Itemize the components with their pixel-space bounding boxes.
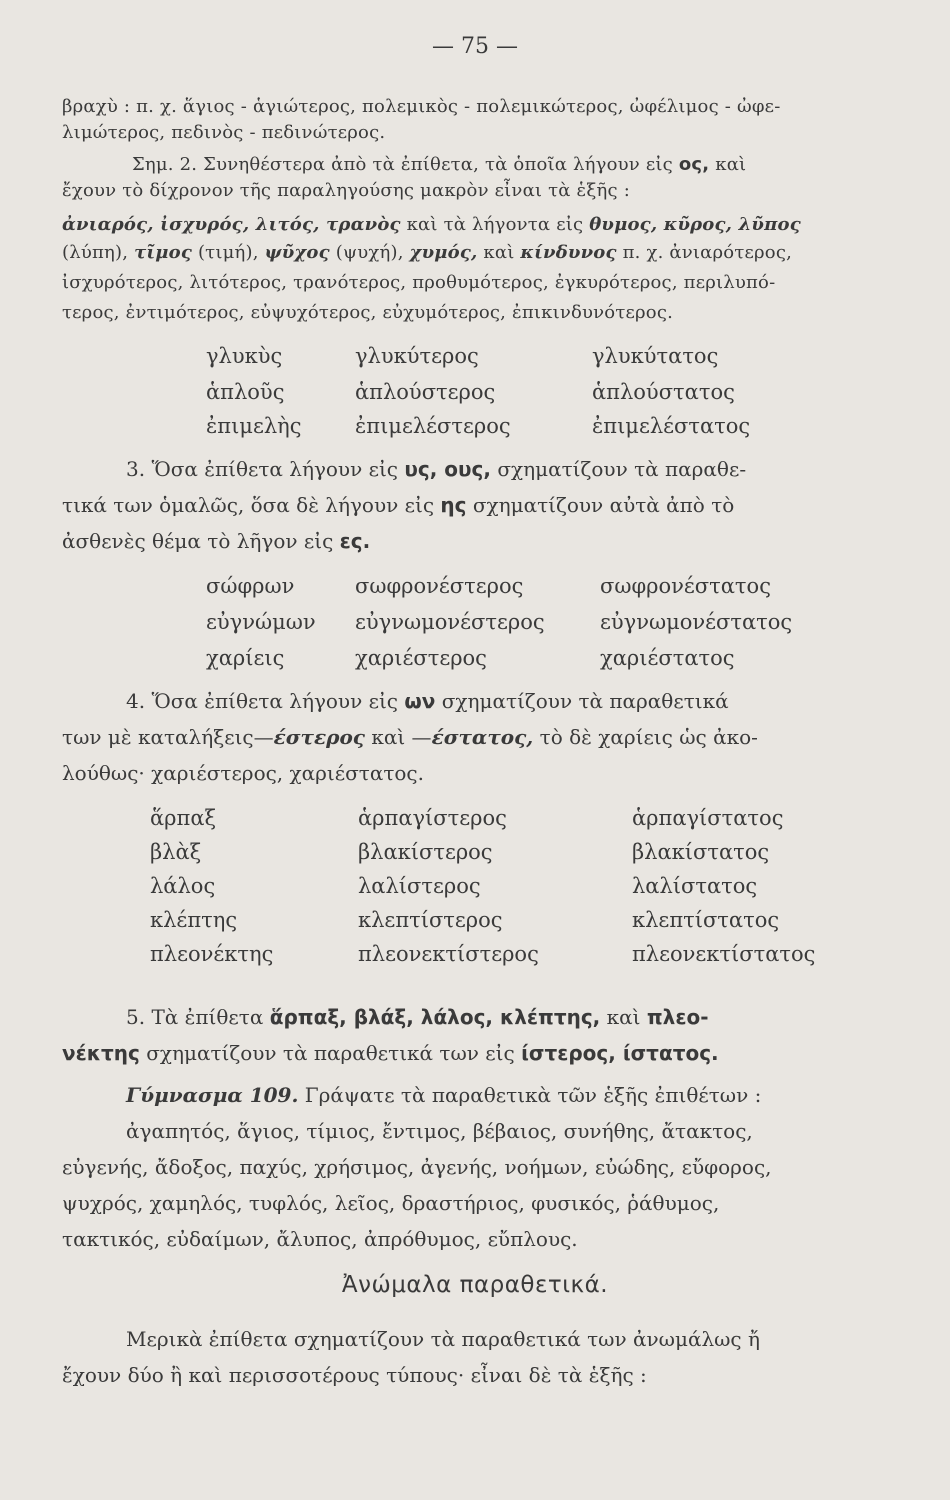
rule4-line-1: 4. Ὅσα ἐπίθετα λήγουν εἰς ων σχηματίζουν τὰ παραθετικά [126, 689, 729, 713]
intro-line-1: βραχὺ : π. χ. ἅγιος - ἁγιώτερος, πολεμικὸς - πολεμικώτερος, ὠφέλιμος - ὠφε- [62, 96, 781, 117]
table-cell: κλεπτίστερος [358, 908, 503, 932]
table-cell: χαριέστατος [600, 646, 735, 670]
table-cell: ἁρπαγίστερος [358, 806, 507, 830]
note2-line-5: ἰσχυρότερος, λιτότερος, τρανότερος, προθυμότερος, ἐγκυρότερος, περιλυπό- [62, 272, 776, 293]
table-cell: εὐγνωμονέστερος [355, 610, 545, 634]
table-cell: πλεονεκτίστατος [632, 942, 816, 966]
rule3-line-3: ἀσθενὲς θέμα τὸ λῆγον εἰς ες. [62, 529, 371, 553]
rule5-line-2: νέκτης σχηματίζουν τὰ παραθετικά των εἰς ίστερος, ίστατος. [62, 1041, 719, 1065]
table-cell: ἁρπαγίστατος [632, 806, 784, 830]
table-cell: βλὰξ [150, 840, 202, 864]
table-cell: βλακίστατος [632, 840, 770, 864]
table-cell: χαρίεις [206, 646, 285, 670]
rule4-line-3: λούθως· χαριέστερος, χαριέστατος. [62, 761, 424, 785]
section-heading: Ἀνώμαλα παραθετικά. [341, 1272, 609, 1298]
table-cell: γλυκύτατος [592, 344, 719, 368]
exercise-line-2: ἀγαπητός, ἅγιος, τίμιος, ἔντιμος, βέβαιος, συνήθης, ἄτακτος, [126, 1119, 753, 1143]
rule4-line-2: των μὲ καταλήξεις—έστερος καὶ —έστατος, τὸ δὲ χαρίεις ὡς ἀκο- [62, 725, 758, 749]
table-cell: ἁπλοῦς [206, 380, 285, 404]
note2-line-3: ἀνιαρός, ἰσχυρός, λιτός, τρανὸς καὶ τὰ λήγοντα εἰς θυμος, κῦρος, λῦπος [62, 214, 801, 235]
table-cell: σωφρονέστερος [355, 574, 524, 598]
section-line-2: ἔχουν δύο ἢ καὶ περισσοτέρους τύπους· εἶναι δὲ τὰ ἑξῆς : [62, 1363, 647, 1387]
table-cell: γλυκύτερος [355, 344, 479, 368]
table-cell: βλακίστερος [358, 840, 493, 864]
exercise-label: Γύμνασμα 109. [126, 1083, 299, 1107]
table-cell: πλεονέκτης [150, 942, 274, 966]
exercise-line-5: τακτικός, εὐδαίμων, ἄλυπος, ἀπρόθυμος, εὔπλους. [62, 1227, 578, 1251]
table-cell: εὐγνωμονέστατος [600, 610, 793, 634]
rule3-line-1: 3. Ὅσα ἐπίθετα λήγουν εἰς υς, ους, σχηματίζουν τὰ παραθε- [126, 457, 747, 481]
rule3-line-2: τικά των ὁμαλῶς, ὅσα δὲ λήγουν εἰς ης σχηματίζουν αὐτὰ ἀπὸ τὸ [62, 493, 735, 517]
exercise-line-1: Γύμνασμα 109. Γράψατε τὰ παραθετικὰ τῶν ἑξῆς ἐπιθέτων : [126, 1083, 762, 1107]
exercise-line-3: εὐγενής, ἄδοξος, παχύς, χρήσιμος, ἀγενής, νοήμων, εὐώδης, εὔφορος, [62, 1155, 772, 1179]
note2-line-4: (λύπη), τῖμος (τιμή), ψῦχος (ψυχή), χυμός, καὶ κίνδυνος π. χ. ἀνιαρότερος, [62, 242, 793, 263]
table-cell: γλυκὺς [206, 344, 283, 368]
table-cell: κλεπτίστατος [632, 908, 780, 932]
table-cell: ἐπιμελέστατος [592, 414, 751, 438]
table-cell: ἅρπαξ [150, 806, 217, 830]
table-cell: ἁπλούστατος [592, 380, 735, 404]
table-cell: πλεονεκτίστερος [358, 942, 539, 966]
table-cell: σώφρων [206, 574, 295, 598]
section-line-1: Μερικὰ ἐπίθετα σχηματίζουν τὰ παραθετικά των ἀνωμάλως ἤ [126, 1327, 760, 1351]
note2-line-1: Σημ. 2. Συνηθέστερα ἀπὸ τὰ ἐπίθετα, τὰ ὁποῖα λήγουν εἰς ος, καὶ [132, 154, 747, 175]
page-number: — 75 — [432, 34, 518, 59]
rule5-line-1: 5. Τὰ ἐπίθετα ἅρπαξ, βλάξ, λάλος, κλέπτης, καὶ πλεο- [126, 1005, 709, 1029]
table-cell: ἐπιμελὴς [206, 414, 302, 438]
table-cell: ἁπλούστερος [355, 380, 496, 404]
intro-line-2: λιμώτερος, πεδινὸς - πεδινώτερος. [62, 122, 386, 143]
table-cell: κλέπτης [150, 908, 238, 932]
table-cell: λαλίστατος [632, 874, 758, 898]
exercise-line-4: ψυχρός, χαμηλός, τυφλός, λεῖος, δραστήριος, φυσικός, ῥάθυμος, [62, 1191, 720, 1215]
note2-line-6: τερος, ἐντιμότερος, εὐψυχότερος, εὐχυμότερος, ἐπικινδυνότερος. [62, 302, 674, 323]
table-cell: λαλίστερος [358, 874, 481, 898]
table-cell: σωφρονέστατος [600, 574, 771, 598]
table-cell: εὐγνώμων [206, 610, 316, 634]
note2-line-2: ἔχουν τὸ δίχρονον τῆς παραληγούσης μακρὸν εἶναι τὰ ἑξῆς : [62, 180, 630, 201]
table-cell: χαριέστερος [355, 646, 487, 670]
table-cell: ἐπιμελέστερος [355, 414, 511, 438]
table-cell: λάλος [150, 874, 216, 898]
